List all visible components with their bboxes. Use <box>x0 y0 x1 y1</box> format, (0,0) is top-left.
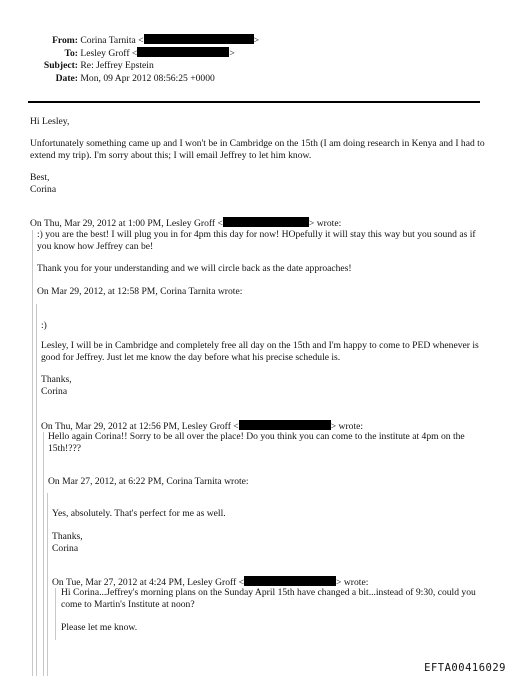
subject-row <box>30 60 154 72</box>
quote-bar <box>55 588 56 640</box>
redaction-bar <box>239 420 331 430</box>
to-row <box>30 47 235 60</box>
from-row <box>30 34 259 47</box>
date-row <box>30 73 215 85</box>
quote4-signature: Corina <box>52 543 79 554</box>
greeting: Hi Lesley, <box>30 116 70 127</box>
quote2-signoff: Thanks, <box>41 374 72 385</box>
quote1-attribution-start: On Thu, Mar 29, 2012 at 1:00 PM, Lesley Groff < <box>30 218 223 229</box>
quote1-line2: Thank you for your understanding and we will circle back as the date approaches! <box>37 263 352 274</box>
quote3-line1: Hello again Corina!! Sorry to be all over the place! Do you think you can come to the institute at 4pm on the 15th!??? <box>48 431 465 455</box>
quote5-line2: Please let me know. <box>61 622 138 633</box>
body-signoff: Best, <box>30 172 50 183</box>
from-label: From: <box>52 35 78 46</box>
from-value: Corina Tarnita < <box>80 35 144 46</box>
quote2-smiley: :) <box>41 320 47 331</box>
quote1-attribution2: On Mar 29, 2012, at 12:58 PM, Corina Tarnita wrote: <box>37 286 243 297</box>
redaction-bar <box>223 217 309 227</box>
body-signature: Corina <box>30 184 57 195</box>
subject-label: Subject: <box>43 60 78 71</box>
quote5-line1: Hi Corina...Jeffrey's morning plans on the Sunday April 15th have changed a bit...instead of 9:30, could you come to Martin's Institute at noon? <box>61 587 476 611</box>
quote1-line1: :) you are the best! I will plug you in for 4pm this day for now! HOpefully it will stay this way but you sound as if you know how Jeffrey can be! <box>37 229 476 253</box>
quote-bar <box>32 230 33 676</box>
quote3-attribution-start: On Thu, Mar 29, 2012 at 12:56 PM, Lesley Groff < <box>41 421 239 432</box>
redaction-bar <box>144 34 254 44</box>
quote5-attribution-end: > wrote: <box>336 577 369 588</box>
to-value: Lesley Groff < <box>80 48 138 59</box>
redaction-bar <box>137 47 229 57</box>
quote2-signature: Corina <box>41 386 68 397</box>
quote4-line1: Yes, absolutely. That's perfect for me as well. <box>52 508 226 519</box>
quote5-attribution-start: On Tue, Mar 27, 2012 at 4:24 PM, Lesley Groff < <box>52 577 245 588</box>
date-value: Mon, 09 Apr 2012 08:56:25 +0000 <box>80 73 215 84</box>
quote4-signoff: Thanks, <box>52 531 83 542</box>
subject-value: Re: Jeffrey Epstein <box>80 60 154 71</box>
redaction-bar <box>244 576 336 586</box>
quote2-paragraph: Lesley, I will be in Cambridge and completely free all day on the 15th and I'm happy to come to PED whenever is good for Jeffrey. Just let me know the day before what his precise schedule is. <box>41 340 479 364</box>
from-end: > <box>253 35 260 46</box>
to-label: To: <box>64 48 78 59</box>
body-paragraph: Unfortunately something came up and I won't be in Cambridge on the 15th (I am doing research in Kenya and I had to extend my trip). I'm sorry about this; I will email Jeffrey to let him know. <box>30 138 485 162</box>
quote-bar <box>47 493 48 676</box>
quote1-attribution-end: > wrote: <box>308 218 342 229</box>
quote3-attribution2: On Mar 27, 2012, at 6:22 PM, Corina Tarnita wrote: <box>48 476 249 487</box>
quote-bar <box>36 304 37 676</box>
date-label: Date: <box>55 73 78 84</box>
quote-bar <box>43 432 44 676</box>
document-id: EFTA00416029 <box>424 662 506 674</box>
to-end: > <box>229 48 235 59</box>
quote3-attribution-end: > wrote: <box>330 421 364 432</box>
header-divider <box>28 101 480 103</box>
